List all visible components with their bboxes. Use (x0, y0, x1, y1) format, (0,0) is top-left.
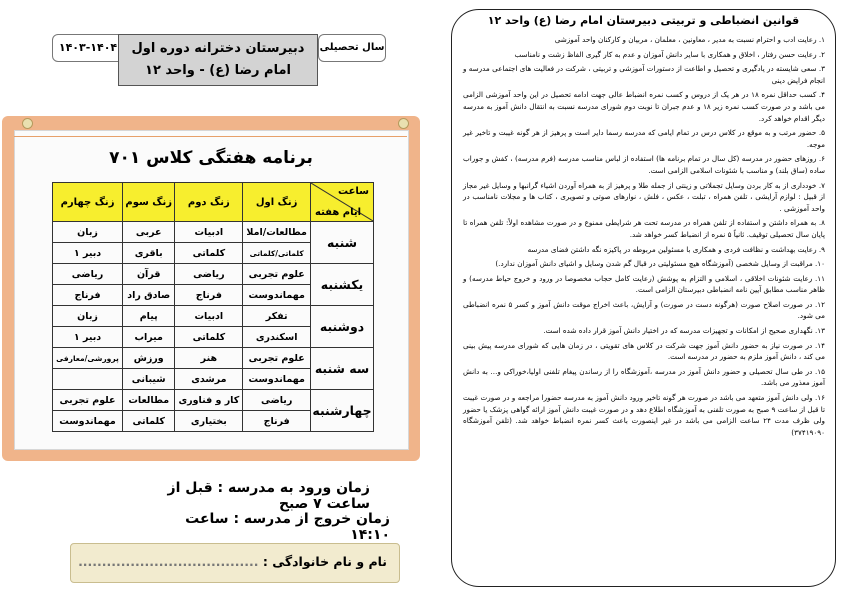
rule-item: ۵. حضور مرتب و به موقع در کلاس درس در تمام ایامی که مدرسه رسما دایر است و پرهیز از هر گونه غیبت و تاخیر غیر موجه. (463, 128, 825, 149)
school-year-label: سال تحصیلی (318, 34, 386, 62)
weekly-schedule-table (52, 182, 374, 432)
class-cell: پیام (123, 306, 175, 327)
day-cell: چهارشنبه (311, 390, 374, 432)
class-cell: ریاضی (243, 390, 311, 411)
class-cell: زبان (53, 306, 123, 327)
class-cell: علوم تجربی (53, 390, 123, 411)
table-row (53, 348, 374, 369)
teacher-cell: کلماتی/کلماتی (243, 243, 311, 264)
teacher-cell: شیبانی (123, 369, 175, 390)
teacher-cell: کلماتی (123, 411, 175, 432)
class-cell: کار و فناوری (175, 390, 243, 411)
rule-item: ۹. رعایت بهداشت و نظافت فردی و همکاری با مسئولین مربوطه در پاکیزه نگه داشتن فضای مدرسه (527, 244, 825, 254)
class-cell: علوم تجربی (243, 264, 311, 285)
paper-divider (14, 136, 407, 137)
rule-item: ۲. رعایت حسن رفتار ، اخلاق و همکاری با سایر دانش آموزان و عدم به کار گیری الفاظ زشت و نامناسب (514, 49, 825, 59)
school-year-value: ۱۴۰۳-۱۴۰۴ (52, 34, 124, 62)
rule-item: ۱۰. مراقبت از وسایل شخصی (آموزشگاه هیچ مسئولیتی در قبال گم شدن وسایل و اشیای دانش آموزان ندارد.) (495, 259, 825, 269)
school-name-line1: دبیرستان دخترانه دوره اول (131, 41, 305, 56)
teacher-cell: مهماندوست (243, 369, 311, 390)
rules-list (463, 34, 825, 441)
school-name-box (118, 34, 318, 86)
column-header: زنگ اول (243, 183, 311, 222)
teacher-cell: مهماندوست (243, 285, 311, 306)
column-header: زنگ دوم (175, 183, 243, 222)
schedule-title: برنامه هفتگی کلاس ۷۰۱ (109, 148, 313, 168)
class-cell: هنر (175, 348, 243, 369)
rule-item: ۷. خودداری از به کار بردن وسایل تجملاتی و زینتی از جمله طلا و پرهیز از به همراه آوردن اشیاء گرانبها و وسایل غیر مجاز از قبیل : لوازم آرایشی ، تلفن همراه ، تبلت ، عکس ، فلش ، نوارهای صوتی و تصویری ، کتاب ها و مجلات نامناسب در واحد آموزشی . (463, 180, 825, 213)
class-cell: ورزش (123, 348, 175, 369)
rule-item: ۱۳. نگهداری صحیح از امکانات و تجهیزات مدرسه که در اختیار دانش آموز قرار داده شده است. (543, 326, 825, 336)
teacher-cell: کلماتی (175, 243, 243, 264)
corner-label-time: ساعت (337, 186, 369, 197)
schedule-panel (0, 0, 420, 595)
name-field-label: نام و نام خانوادگی : (262, 554, 387, 569)
teacher-cell (53, 369, 123, 390)
rule-item: ۱۵. در طی سال تحصیلی و حضور دانش آموز در مدرسه ،آموزشگاه را از رساندن پیغام تلفنی اولیا،خوراکی و... به دانش آموز معذور می باشد. (463, 366, 825, 388)
class-cell: قرآن (123, 264, 175, 285)
class-cell: زبان (53, 222, 123, 243)
rule-item: ۱۱. رعایت شئونات اخلاقی ، اسلامی و التزام به پوشش (رعایت کامل حجاب مخصوصا در ورود و خروج حیاط مدرسه) و ظاهر مناسب مطابق آیین نامه انضباطی دبیرستان الزامی است. (463, 273, 825, 295)
schedule-header-row (53, 183, 374, 222)
teacher-cell: بختیاری (175, 411, 243, 432)
rule-item: ۳. سعی شایسته در یادگیری و تحصیل و اطاعت از دستورات آموزشی و تربیتی ، شرکت در فعالیت های اجتماعی مدرسه و انجام فرایض دینی (463, 64, 825, 85)
class-cell: ادبیات (175, 222, 243, 243)
teacher-cell: فرناج (243, 411, 311, 432)
table-row (53, 390, 374, 411)
pin-icon (22, 118, 33, 129)
pin-icon (398, 118, 409, 129)
column-header: زنگ سوم (123, 183, 175, 222)
rules-title: قوانین انضباطی و تربیتی دبیرستان امام رضا (ع) واحد ۱۲ (487, 14, 800, 27)
day-cell: یکشنبه (311, 264, 374, 306)
teacher-cell: اسکندری (243, 327, 311, 348)
teacher-cell: مهماندوست (53, 411, 123, 432)
entry-time: زمان ورود به مدرسه : قبل از ساعت ۷ صبح (167, 480, 370, 512)
table-row (53, 306, 374, 327)
teacher-cell: دبیر ۱ (53, 327, 123, 348)
class-cell: ریاضی (175, 264, 243, 285)
class-cell: ریاضی (53, 264, 123, 285)
rule-item: ۱۲. در صورت اصلاح صورت (هرگونه دست در صورت) و آرایش، باعث اخراج موقت دانش آموز و کسر ۵ نمره انضباطی می شود. (463, 299, 825, 321)
day-cell: سه شنبه (311, 348, 374, 390)
day-cell: شنبه (311, 222, 374, 264)
class-cell: علوم تجربی (243, 348, 311, 369)
corner-header-cell (311, 183, 374, 222)
rule-item: ۶. روزهای حضور در مدرسه (کل سال در تمام برنامه ها) استفاده از لباس مناسب مدرسه (فرم مدرسه) ، کفش و جوراب ساده (ساق بلند) و مناسب با شئونات اسلامی الزامی است. (463, 154, 825, 175)
exit-time: زمان خروج از مدرسه : ساعت ۱۴:۱۰ (185, 511, 390, 543)
column-header: زنگ چهارم (53, 183, 123, 222)
teacher-cell: کلماتی (175, 327, 243, 348)
corner-label-days: ایام هفته (315, 207, 362, 218)
name-field-dots: ...................................... (78, 554, 259, 569)
teacher-cell: مرشدی (175, 369, 243, 390)
rule-item: ۱۶. ولی دانش آموز متعهد می باشد در صورت هر گونه تاخیر ورود دانش آموز به مدرسه حضورا مراجعه و در صورت غیبت تا قبل از ساعت ۹ صبح به صورت تلفنی به آموزشگاه اطلاع دهد و در صورت غیبت دانش آموز ارائه گواهی پزشک یا حضور ولی ظرف مدت ۲۴ ساعت الزامی می باشد در غیر اینصورت باعث کسر نمره انضباط خواهد شد. (تلفن آموزشگاه ۳۷۴۱۹۰۹۰) (463, 393, 825, 437)
rule-item: ۴. کسب حداقل نمره ۱۸ در هر یک از دروس و کسب نمره انضباط عالی جهت ادامه تحصیل در این واحد آموزشی الزامی می باشد و در صورت کسب نمره زیر ۱۸ و عدم جبران تا نوبت دوم شورای مدرسه نسبت به انتقال دانش آموز به مدرسه دیگر اقدام خواهد کرد. (463, 90, 825, 123)
name-field[interactable] (70, 543, 400, 583)
table-row (53, 264, 374, 285)
teacher-cell: میراب (123, 327, 175, 348)
rule-item: ۱. رعایت ادب و احترام نسبت به مدیر ، معاونین ، معلمان ، مربیان و کارکنان واحد آموزشی (554, 35, 825, 44)
class-cell: تفکر (243, 306, 311, 327)
class-cell: مطالعات (123, 390, 175, 411)
rule-item: ۸. به همراه داشتن و استفاده از تلفن همراه در مدرسه تحت هر شرایطی ممنوع و در صورت مشاهده اولاً: تلفن همراه تا پایان سال تحصیلی توقیف. ثانیاً ۵ نمره از انضباط کسر خواهد شد. (463, 218, 825, 239)
class-cell: پرورشی/معارفی (53, 348, 123, 369)
teacher-cell: صادق راد (123, 285, 175, 306)
teacher-cell: دبیر ۱ (53, 243, 123, 264)
table-row (53, 222, 374, 243)
teacher-cell: فرناج (53, 285, 123, 306)
class-cell: عربی (123, 222, 175, 243)
teacher-cell: فرناج (175, 285, 243, 306)
day-cell: دوشنبه (311, 306, 374, 348)
class-cell: مطالعات/املا (243, 222, 311, 243)
class-cell: ادبیات (175, 306, 243, 327)
teacher-cell: باقری (123, 243, 175, 264)
school-name-line2: امام رضا (ع) - واحد ۱۲ (145, 63, 291, 78)
rule-item: ۱۴. در صورت نیاز به حضور دانش آموز جهت شرکت در کلاس های تقویتی ، در زمان هایی که شورای مدرسه پیش بینی می کند ، دانش آموز ملزم به حضور در مدرسه است. (463, 340, 825, 362)
